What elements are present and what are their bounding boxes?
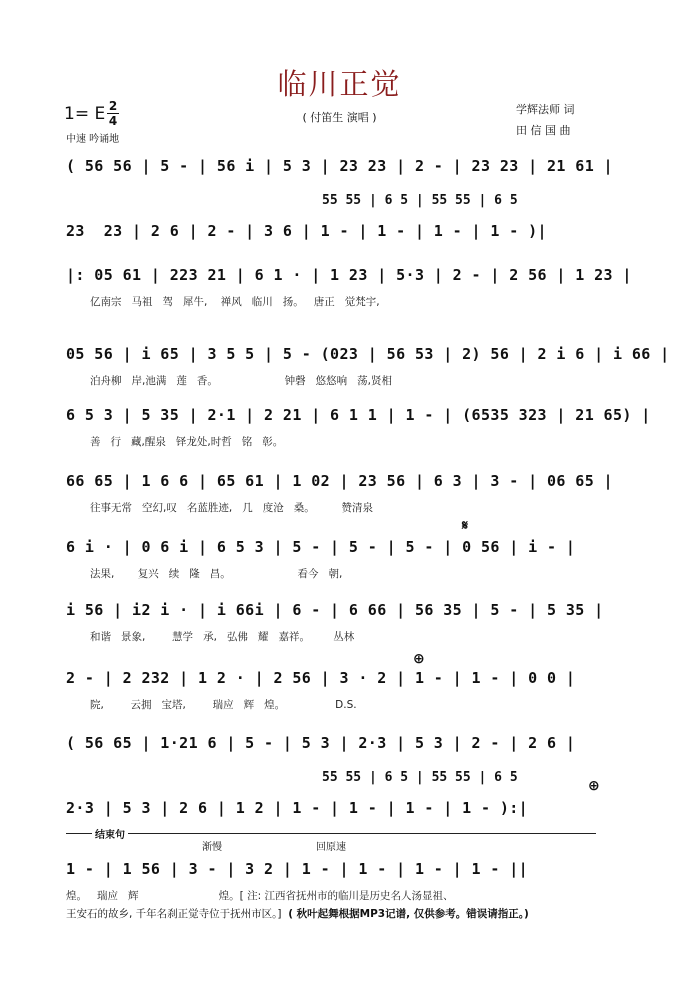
coda-label: 结束句 [92, 826, 128, 841]
segno-mark: 𝄋 [462, 518, 469, 534]
lyric-line-5: 善 行 藏,醒泉 铎龙处,时哲 铭 彰。 [90, 436, 284, 448]
footer-line-1: 王安石的故乡, 千年名刹正觉寺位于抚州市区。] [66, 908, 289, 920]
a-tempo-text: 回原速 [316, 842, 346, 853]
lyric-line-8: 和谐 景象, 慧学 承, 弘佛 耀 嘉祥。 丛林 [90, 631, 355, 643]
score-line-11: 2·3 | 5 3 | 2 6 | 1 2 | 1 - | 1 - | 1 - | 1 - ):| [66, 799, 529, 817]
key-signature: 1= E [64, 104, 106, 124]
score-line-1: ( 56 56 | 5 - | 56 i | 5 3 | 23 23 | 2 - | 23 23 | 21 61 | [66, 157, 613, 175]
score-line-6: 66 65 | 1 6 6 | 65 61 | 1 02 | 23 56 | 6 3 | 3 - | 06 65 | [66, 472, 613, 490]
score-line-2: 23 23 | 2 6 | 2 - | 3 6 | 1 - | 1 - | 1 - | 1 - )| [66, 222, 547, 240]
meter-bottom: 4 [108, 114, 118, 128]
lyric-line-6: 往事无常 空幻,叹 名蓝胜迹, 几 度沧 桑。 赞清泉 [90, 502, 373, 514]
footer-line-2: ( 秋叶起舞根据MP3记谱, 仅供参考。错误请指正。) [288, 908, 529, 920]
singer-credit: ( 付笛生 演唱 ) [302, 111, 377, 124]
coda-rule [66, 833, 596, 834]
score-line-2-upper: 55 55 | 6 5 | 55 55 | 6 5 [322, 193, 518, 208]
tempo-marking: 中速 吟诵地 [66, 134, 120, 145]
score-line-3: |: 05 61 | 223 21 | 6 1 · | 1 23 | 5·3 | 2 - | 2 56 | 1 23 | [66, 266, 632, 284]
composer-credit: 田 信 国 曲 [516, 124, 571, 137]
lyric-line-4: 泊舟柳 岸,池满 莲 香。 钟磬 悠悠响 荡,贤相 [90, 375, 392, 387]
lyric-line-9: 院, 云拥 宝塔, 瑞应 辉 煌。 D.S. [90, 699, 357, 711]
lyric-line-3: 亿南宗 马祖 驾 犀牛, 禅风 临川 扬。 唐正 觉梵宇, [90, 296, 380, 308]
meter-top: 2 [108, 99, 118, 113]
song-title: 临川正觉 [277, 67, 402, 101]
score-line-8: i 56 | i2 i · | i 66i | 6 - | 6 66 | 56 35 | 5 - | 5 35 | [66, 601, 604, 619]
score-line-4: 05 56 | i 65 | 3 5 5 | 5 - (023 | 56 53 | 2) 56 | 2 i 6 | i 66 | [66, 345, 670, 363]
score-line-9: 2 - | 2 232 | 1 2 · | 2 56 | 3 · 2 | 1 - | 1 - | 0 0 | [66, 669, 576, 687]
footer-note [66, 906, 529, 921]
time-signature [107, 100, 119, 127]
score-line-7: 6 i · | 0 6 i | 6 5 3 | 5 - | 5 - | 5 - | 0 56 | i - | [66, 538, 576, 556]
coda-mark: ⊕ [413, 651, 425, 667]
lyricist-credit: 学辉法师 词 [516, 103, 575, 116]
lyric-line-7: 法果, 复兴 续 隆 昌。 看今 朝, [90, 568, 343, 580]
ritardando-text: 渐慢 [202, 842, 222, 853]
coda-score-line: 1 - | 1 56 | 3 - | 3 2 | 1 - | 1 - | 1 - | 1 - || [66, 860, 529, 878]
score-line-11-upper: 55 55 | 6 5 | 55 55 | 6 5 [322, 770, 518, 785]
score-line-10: ( 56 65 | 1·21 6 | 5 - | 5 3 | 2·3 | 5 3 | 2 - | 2 6 | [66, 734, 576, 752]
coda-lyric-line: 煌。 瑞应 辉 煌。[ 注: 江西省抚州市的临川是历史名人汤显祖、 [66, 890, 454, 902]
coda-mark-2: ⊕ [588, 778, 600, 794]
score-line-5: 6 5 3 | 5 35 | 2·1 | 2 21 | 6 1 1 | 1 - | (6535 323 | 21 65) | [66, 406, 651, 424]
